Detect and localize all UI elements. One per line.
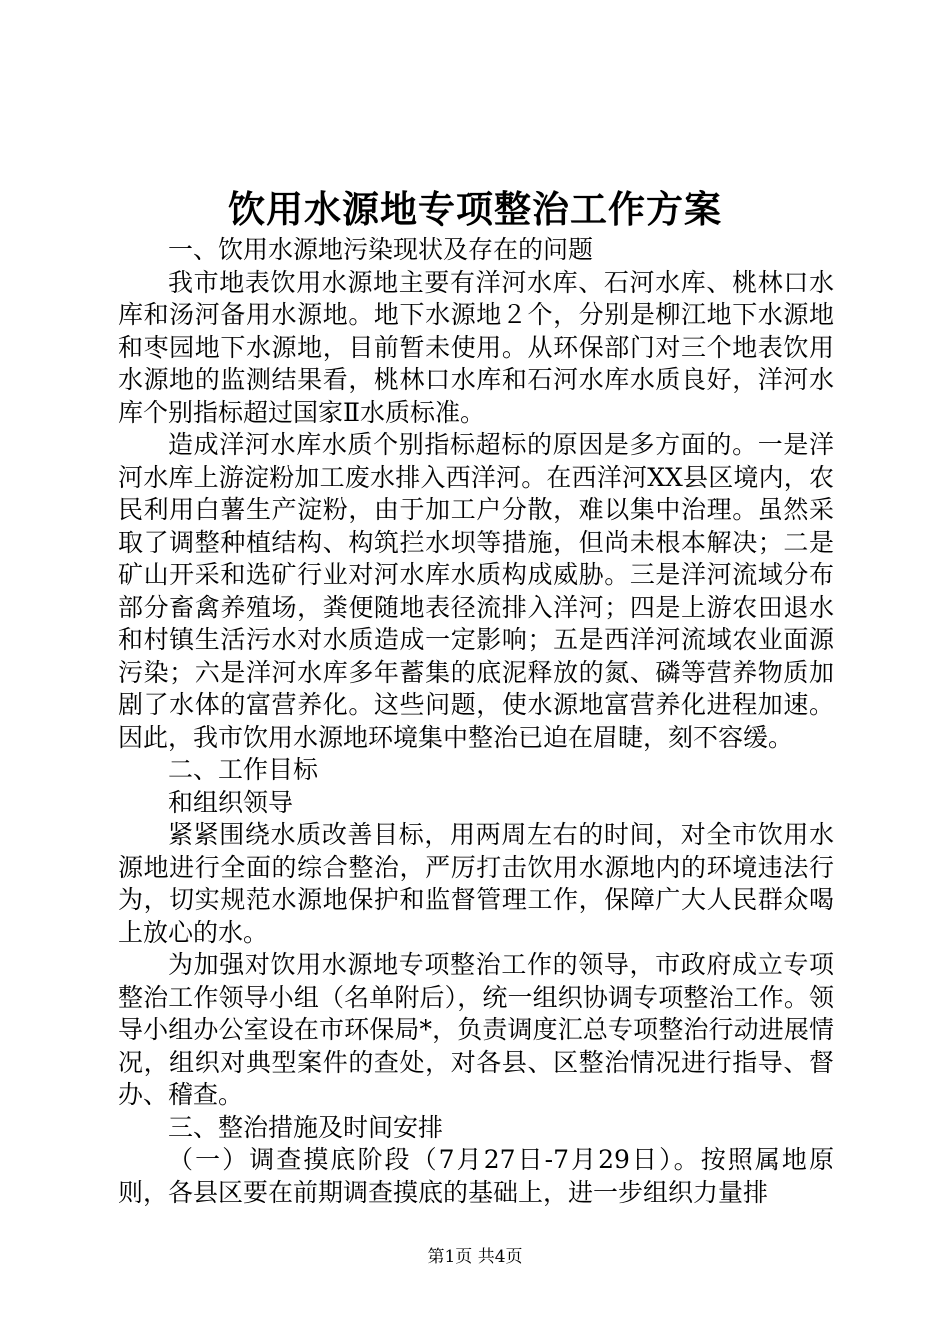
subheading: 和组织领导 (168, 787, 294, 817)
paragraph: 紧紧围绕水质改善目标，用两周左右的时间，对全市饮用水源地进行全面的综合整治，严厉打击饮用水源地内的环境违法行为，切实规范水源地保护和监督管理工作，保障广大人民群众喝上放心的水。 (118, 820, 834, 947)
section-heading-2: 二、工作目标 (168, 755, 319, 784)
paragraph: （一）调查摸底阶段（7月27日-7月29日）。按照属地原则，各县区要在前期调查摸底的基础上，进一步组织力量排 (118, 1145, 834, 1207)
section-heading-3: 三、整治措施及时间安排 (168, 1112, 444, 1142)
paragraph: 造成洋河水库水质个别指标超标的原因是多方面的。一是洋河水库上游淀粉加工废水排入西洋河。在西洋河XX县区境内，农民利用白薯生产淀粉，由于加工户分散，难以集中治理。虽然采取了调整种植结构、构筑拦水坝等措施，但尚未根本解决；二是矿山开采和选矿行业对河水库水质构成威胁。三是洋河流域分布部分畜禽养殖场，粪便随地表径流排入洋河；四是上游农田退水和村镇生活污水对水质造成一定影响；五是西洋河流域农业面源污染；六是洋河水库多年蓄集的底泥释放的氮、磷等营养物质加剧了水体的富营养化。这些问题，使水源地富营养化进程加速。因此，我市饮用水源地环境集中整治已迫在眉睫，刻不容缓。 (118, 430, 834, 752)
section-heading-1: 一、饮用水源地污染现状及存在的问题 (168, 235, 594, 264)
paragraph: 为加强对饮用水源地专项整治工作的领导，市政府成立专项整治工作领导小组（名单附后），统一组织协调专项整治工作。领导小组办公室设在市环保局*，负责调度汇总专项整治行动进展情况，组织对典型案件的查处，对各县、区整治情况进行指导、督办、稽查。 (118, 950, 834, 1109)
document-body (118, 234, 834, 1209)
document-title: 饮用水源地专项整治工作方案 (228, 187, 722, 231)
page-footer: 第1页 共4页 (427, 1247, 523, 1267)
paragraph: 我市地表饮用水源地主要有洋河水库、石河水库、桃林口水库和汤河备用水源地。地下水源地２个，分别是柳江地下水源地和枣园地下水源地，目前暂未使用。从环保部门对三个地表饮用水源地的监测结果看，桃林口水库和石河水库水质良好，洋河水库个别指标超过国家Ⅱ水质标准。 (118, 267, 834, 427)
